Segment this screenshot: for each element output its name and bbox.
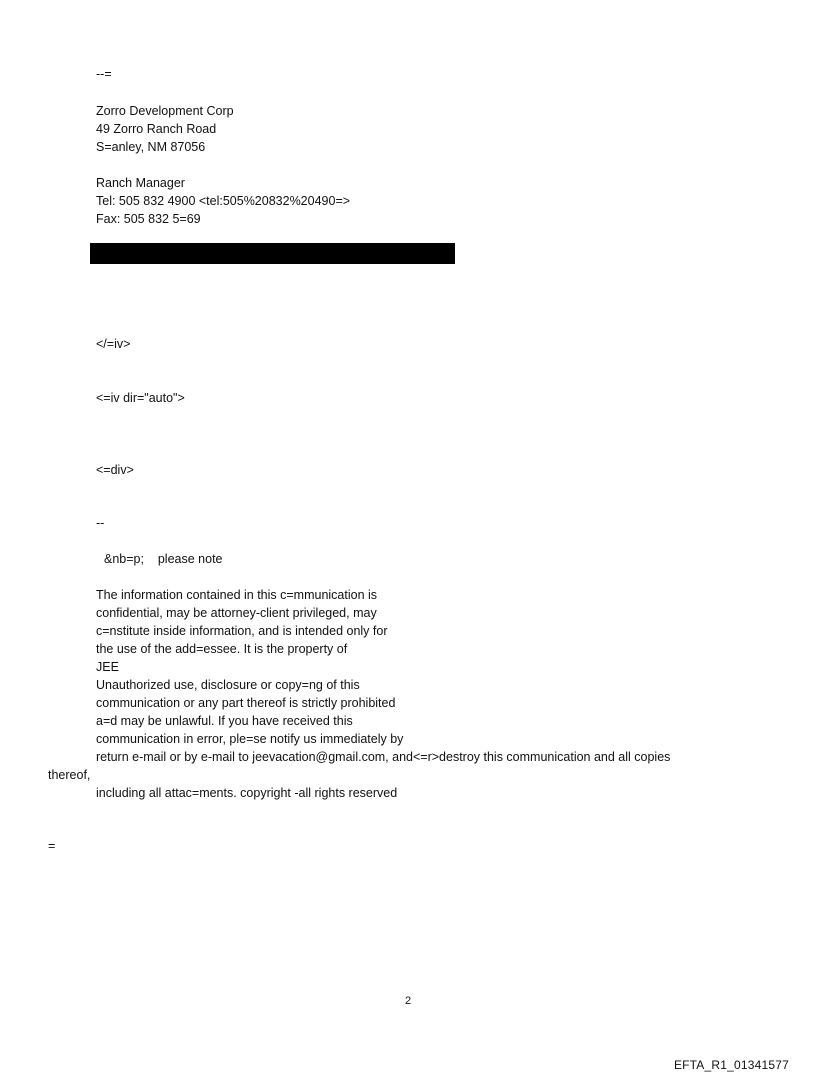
disclaimer-line: return e-mail or by e-mail to jeevacation@gmail.com, and<=r>destroy this communication and all copies [96,750,671,764]
disclaimer-line: communication in error, ple=se notify us immediately by [96,732,404,746]
disclaimer-line: including all attac=ments. copyright -all rights reserved [96,786,398,800]
contact-fax: Fax: 505 832 5=69 [96,212,201,226]
disclaimer-line: communication or any part thereof is strictly prohibited [96,696,396,710]
email-separator: --= [96,67,112,81]
page-number: 2 [404,995,412,1007]
disclaimer-line: confidential, may be attorney-client privileged, may [96,606,377,620]
disclaimer-line: c=nstitute inside information, and is intended only for [96,624,388,638]
disclaimer-line: The information contained in this c=mmunication is [96,588,378,602]
markup-div-dir: <=iv dir="auto"> [96,391,185,405]
document-id: EFTA_R1_01341577 [673,1058,789,1072]
city-state-zip: S=anley, NM 87056 [96,140,206,154]
street-address: 49 Zorro Ranch Road [96,122,217,136]
redaction-bar [90,243,455,264]
disclaimer-line: a=d may be unlawful. If you have received this [96,714,353,728]
company-name: Zorro Development Corp [96,104,234,118]
contact-title: Ranch Manager [96,176,185,190]
disclaimer-line: Unauthorized use, disclosure or copy=ng of this [96,678,360,692]
disclaimer-line: JEE [96,660,119,674]
markup-open-div: <=div> [96,463,134,477]
disclaimer-line-wrap: thereof, [48,768,91,782]
markup-close-div: </=iv> [96,337,131,351]
contact-telephone: Tel: 505 832 4900 <tel:505%20832%20490=> [96,194,351,208]
trailing-equals: = [48,839,56,853]
disclaimer-line: the use of the add=essee. It is the property of [96,642,348,656]
markup-dashes: -- [96,516,105,530]
please-note-line: &nb=p; please note [104,552,223,566]
